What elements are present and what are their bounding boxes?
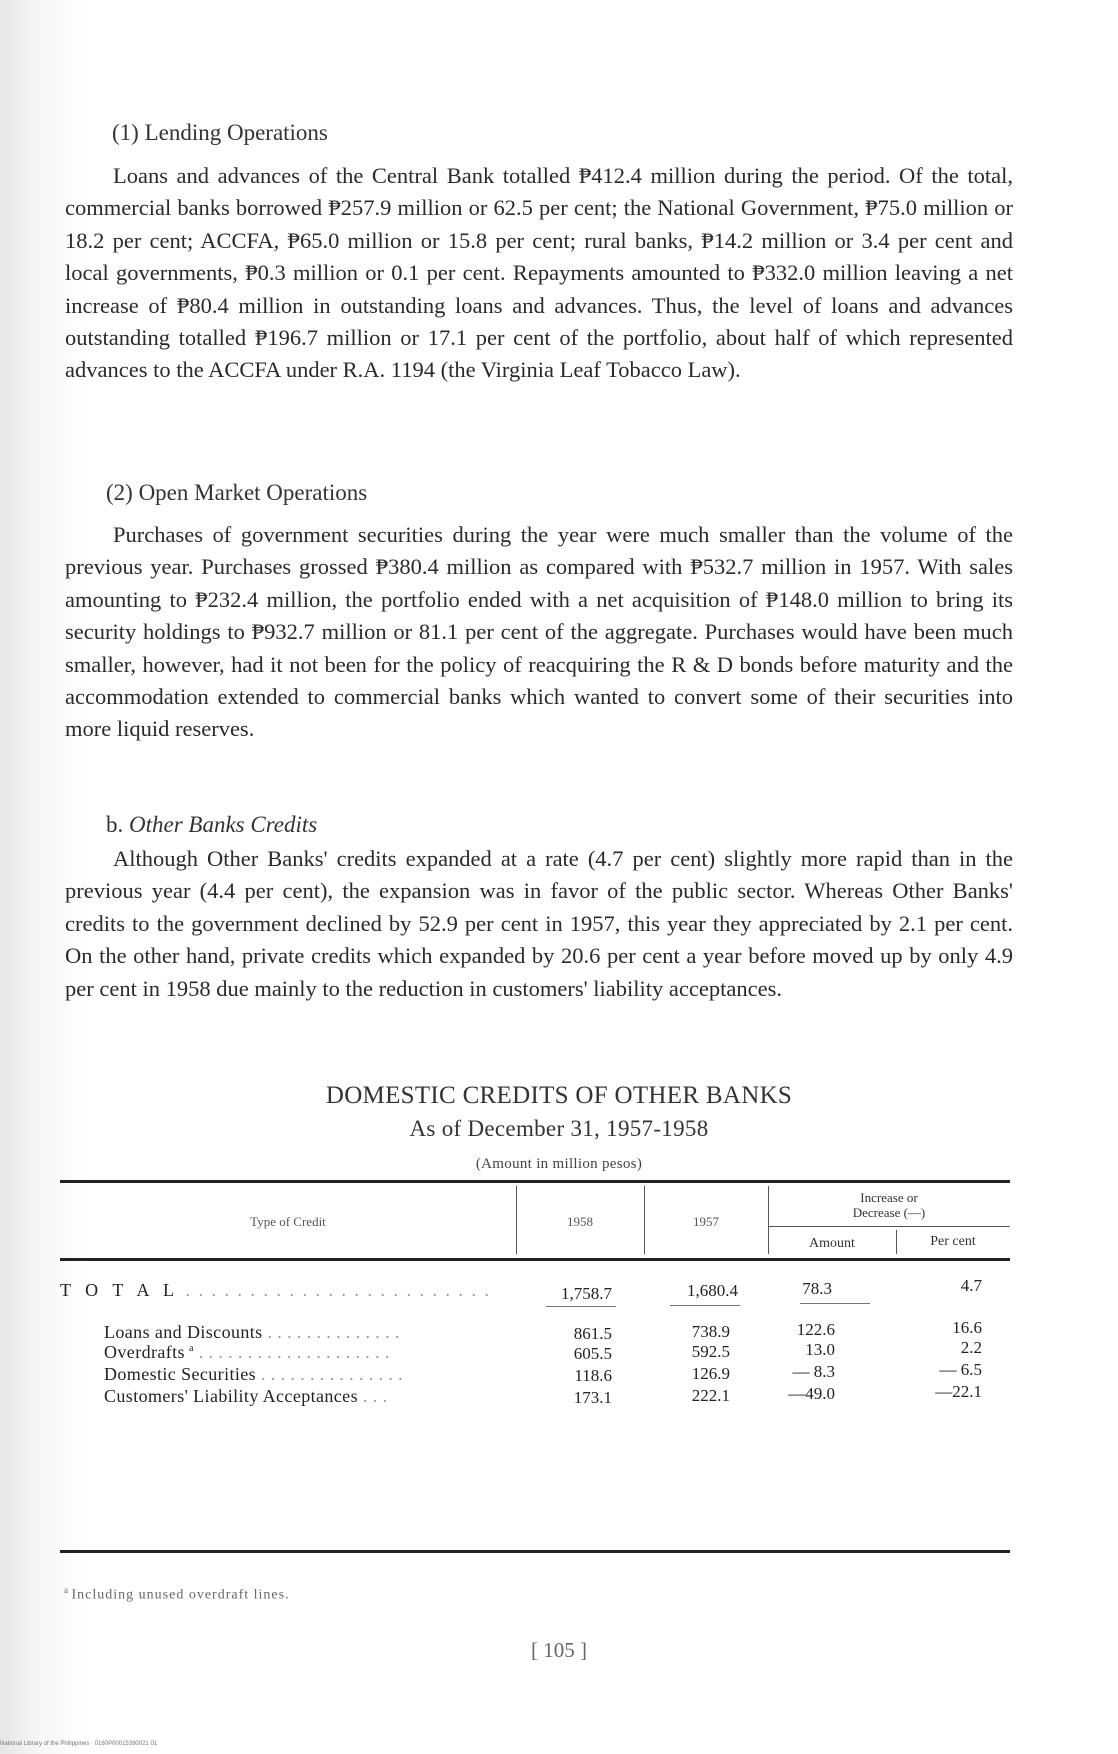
page-number: [ 105 ] [531,1638,587,1662]
table-top-rule [60,1180,1010,1183]
row-label: Domestic Securities . . . . . . . . . . . . . . . [104,1364,404,1384]
row-amount: 13.0 [805,1340,835,1359]
table-total-amount: 78.3 [802,1279,832,1298]
row-1957: 222.1 [691,1386,730,1405]
paragraph-other-banks-credits [65,843,1013,1005]
table-header-1957: 1957 [693,1214,719,1229]
section-heading-open-market-operations: (2) Open Market Operations [106,480,368,505]
table-header-amount: Amount [809,1236,855,1251]
table-total-percent: 4.7 [960,1276,982,1295]
total-underline [670,1305,740,1306]
footnote-text: Including unused overdraft lines. [71,1587,290,1603]
section-heading-lending-operations: (1) Lending Operations [112,120,328,145]
table-bottom-rule [60,1550,1010,1553]
row-1958: 173.1 [573,1388,612,1407]
paragraph-open-market-operations [65,519,1013,746]
footnote-marker: a [188,1343,194,1354]
table-header-type: Type of Credit [250,1214,326,1229]
paragraph-other-banks-text: Although Other Banks' credits expanded at a rate (4.7 per cent) slightly more rapid than in the previous year (4.4 per cent), the expansion was in favor of the public sector. Whereas Other Banks' credits to the government declined by 52.9 per cent in 1957, this year they appreciated by 2.1 per cent. On the other hand, private credits which expanded by 20.6 per cent a year before moved up by only 4.9 per cent in 1958 due mainly to the reduction in customers' liability acceptances. [65,846,1013,1001]
total-underline [800,1303,870,1304]
row-1957: 738.9 [691,1322,730,1341]
row-1958: 861.5 [573,1324,612,1343]
section-heading-title: Other Banks Credits [129,812,318,837]
row-amount: — 8.3 [792,1362,835,1381]
table-unit-note: (Amount in million pesos) [475,1156,643,1172]
table-total-label-text: T O T A L [60,1280,180,1300]
row-percent: 2.2 [960,1338,982,1357]
table-header-percent: Per cent [930,1234,976,1249]
row-amount: —49.0 [788,1384,835,1403]
row-label: Overdrafts $^a$ . . . . . . . . . . . . . . . . . . . . [104,1342,390,1362]
row-1958: 605.5 [573,1344,612,1363]
paragraph-lending-operations [65,160,1013,387]
table-total-label: T O T A L . . . . . . . . . . . . . . . . . . . . . . . . [60,1280,492,1300]
table-subheader-rule [768,1226,1010,1227]
table-header-change-line2: Decrease (—) [852,1205,926,1220]
paragraph-lending-text: Loans and advances of the Central Bank totalled ₱412.4 million during the period. Of the total, commercial banks borrowed ₱257.9 million or 62.5 per cent; the National Government, ₱75.0 million or 18.2 per cent; ACCFA, ₱65.0 million or 15.8 per cent; rural banks, ₱14.2 million or 3.4 per cent and local governments, ₱0.3 million or 0.1 per cent. Repayments amounted to ₱332.0 million leaving a net increase of ₱80.4 million in outstanding loans and advances. Thus, the level of loans and advances outstanding totalled ₱196.7 million or 17.1 per cent of the portfolio, about half of which represented advances to the ACCFA under R.A. 1194 (the Virginia Leaf Tobacco Law). [65,163,1013,383]
row-amount: 122.6 [796,1320,835,1339]
table-header-1958: 1958 [567,1214,593,1229]
section-heading-prefix: b. [106,812,124,837]
row-1957: 592.5 [691,1342,730,1361]
table-header-change-line1: Increase or [860,1190,918,1205]
table-subtitle: As of December 31, 1957-1958 [409,1116,709,1141]
total-underline [546,1306,616,1307]
table-title: DOMESTIC CREDITS OF OTHER BANKS [325,1082,793,1109]
table-header-rule [60,1258,1010,1261]
row-label: Customers' Liability Acceptances . . . [104,1386,388,1406]
row-1958: 118.6 [574,1366,612,1385]
table-footnote [64,1585,290,1604]
row-percent: — 6.5 [939,1360,982,1379]
scan-credit: National Library of the Philippines · 0160P00015390021 01 [0,1741,158,1747]
table-header-change [768,1190,1010,1220]
row-label: Loans and Discounts . . . . . . . . . . . . . . [104,1322,400,1342]
section-heading-other-banks-credits [106,812,317,838]
footnote-marker: a [64,1585,68,1595]
row-percent: —22.1 [935,1382,982,1401]
table-total-1957: 1,680.4 [687,1281,738,1300]
paragraph-open-market-text: Purchases of government securities during the year were much smaller than the volume of the previous year. Purchases grossed ₱380.4 million as compared with ₱532.7 million in 1957. With sales amounting to ₱232.4 million, the portfolio ended with a net acquisition of ₱148.0 million to bring its security holdings to ₱932.7 million or 81.1 per cent of the aggregate. Purchases would have been much smaller, however, had it not been for the policy of reacquiring the R & D bonds before maturity and the accommodation extended to commercial banks which wanted to convert some of their securities into more liquid reserves. [65,522,1013,742]
row-percent: 16.6 [952,1318,982,1337]
table-total-1958: 1,758.7 [561,1284,612,1303]
row-1957: 126.9 [691,1364,730,1383]
